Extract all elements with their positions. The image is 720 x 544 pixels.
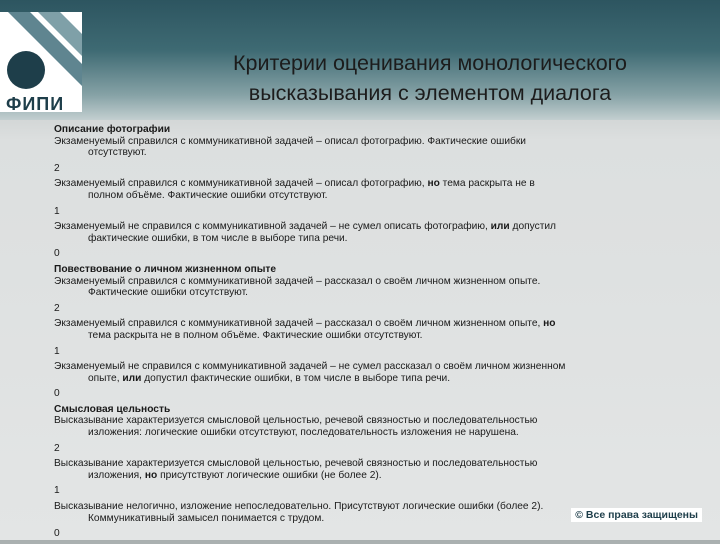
title-line-2: высказывания с элементом диалога	[248, 81, 612, 105]
criterion-line: Высказывание нелогично, изложение непоследовательно. Присутствуют логические ошибки (более 2).	[54, 501, 544, 513]
criterion-line: Экзаменуемый не справился с коммуникативной задачей – не сумел рассказал о своём личном жизненном	[54, 361, 566, 373]
score-value: 0	[54, 388, 60, 400]
score-value: 0	[54, 528, 60, 540]
criterion-fragment: опыте,	[88, 372, 123, 384]
criterion-fragment: изложения,	[88, 469, 145, 481]
section-heading-photo: Описание фотографии	[54, 124, 171, 135]
section-heading-coherence: Смысловая цельность	[54, 403, 171, 415]
criterion-line: отсутствуют.	[88, 147, 147, 159]
criterion-text	[54, 501, 660, 524]
fipi-logo	[0, 12, 82, 112]
score-value: 2	[54, 162, 60, 174]
criterion-text	[54, 458, 660, 481]
score-value: 2	[54, 442, 60, 454]
criterion-line: Экзаменуемый не справился с коммуникативной задачей – не сумел описать фотографию,	[54, 221, 491, 233]
criterion-line: Экзаменуемый справился с коммуникативной задачей – рассказал о своём личном жизненном опыте.	[54, 275, 541, 287]
emphasis-word: но	[427, 178, 440, 190]
criterion-text	[54, 136, 660, 159]
criterion-text	[54, 361, 660, 384]
criterion-line: Экзаменуемый справился с коммуникативной задачей – рассказал о своём личном жизненном опыте,	[54, 318, 544, 330]
criterion-line: Фактические ошибки отсутствуют.	[88, 287, 248, 299]
criterion-text	[54, 318, 660, 341]
score-value: 0	[54, 248, 60, 260]
criterion-text	[54, 221, 660, 244]
page-title	[170, 48, 690, 108]
criterion-line: Экзаменуемый справился с коммуникативной задачей – описал фотографию,	[54, 178, 428, 190]
score-value: 2	[54, 302, 60, 314]
section-heading-experience: Повествование о личном жизненном опыте	[54, 263, 277, 275]
criteria-content	[54, 122, 660, 544]
emphasis-word: или	[490, 221, 510, 233]
emphasis-word: или	[122, 372, 142, 384]
criterion-line: Высказывание характеризуется смысловой цельностью, речевой связностью и последовательностью	[54, 415, 538, 427]
criterion-text	[54, 415, 660, 438]
criterion-line: Экзаменуемый справился с коммуникативной задачей – описал фотографию. Фактические ошибки	[54, 135, 526, 147]
criterion-line-2	[54, 373, 660, 385]
criterion-line: Высказывание характеризуется смысловой цельностью, речевой связностью и последовательностью	[54, 458, 538, 470]
criterion-fragment: присутствуют логические ошибки (не более 2).	[157, 469, 382, 481]
score-value: 1	[54, 345, 60, 357]
emphasis-word: но	[543, 318, 556, 330]
criterion-line: допустил	[509, 221, 557, 233]
criterion-text	[54, 178, 660, 201]
criterion-line: изложения: логические ошибки отсутствуют, последовательность изложения не нарушена.	[88, 427, 519, 439]
criterion-line: фактические ошибки, в том числе в выборе типа речи.	[88, 232, 348, 244]
copyright-notice: © Все права защищены	[571, 508, 702, 522]
criterion-fragment: допустил фактические ошибки, в том числе в выборе типа речи.	[141, 372, 451, 384]
header-band	[0, 0, 720, 120]
criterion-line: тема раскрыта не в	[439, 178, 535, 190]
fipi-logo-emblem-icon	[0, 12, 82, 94]
emphasis-word: но	[144, 469, 158, 481]
score-value: 1	[54, 485, 60, 497]
criterion-line: полном объёме. Фактические ошибки отсутствуют.	[88, 189, 328, 201]
criterion-line-2	[54, 470, 660, 482]
score-value: 1	[54, 205, 60, 217]
title-line-1: Критерии оценивания монологического	[232, 51, 628, 75]
logo-text: ФИПИ	[6, 94, 65, 114]
criterion-text	[54, 276, 660, 299]
criterion-line: Коммуникативный замысел понимается с трудом.	[88, 512, 325, 524]
criterion-line: тема раскрыта не в полном объёме. Фактические ошибки отсутствуют.	[88, 329, 423, 341]
